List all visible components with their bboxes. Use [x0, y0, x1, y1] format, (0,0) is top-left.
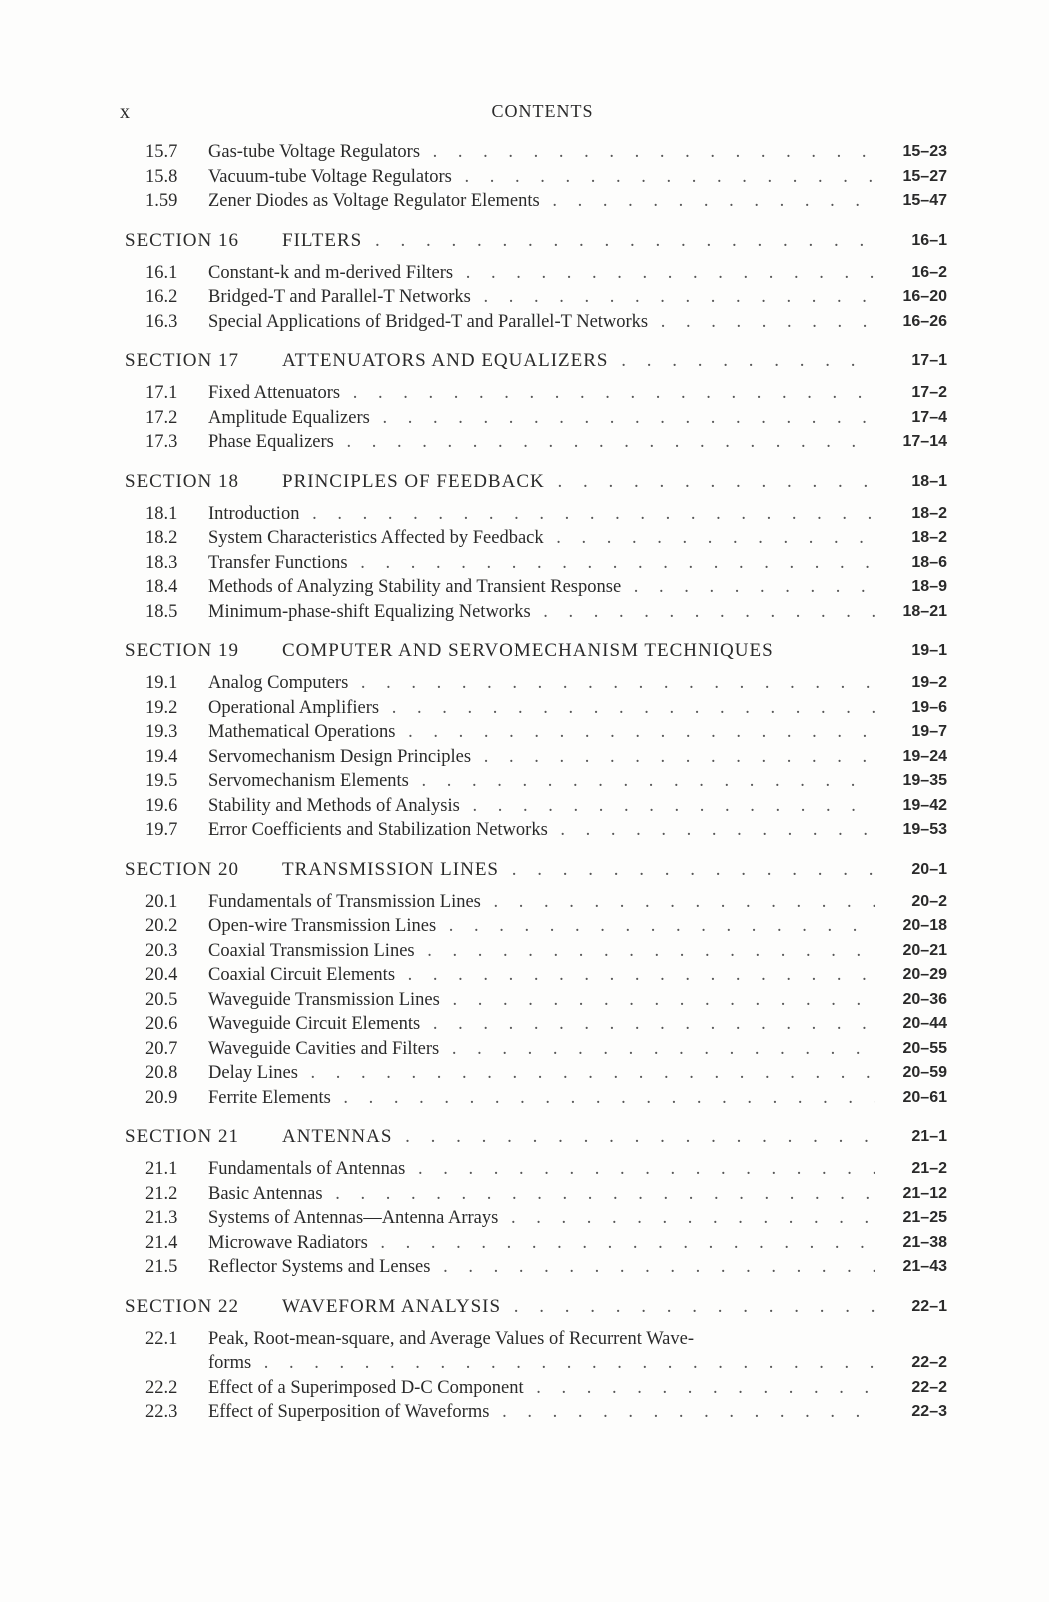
entry-page: 19–35	[902, 772, 947, 789]
page-title: CONTENTS	[491, 101, 594, 121]
toc-entry	[120, 914, 965, 939]
entry-title: Zener Diodes as Voltage Regulator Elements . . .	[208, 189, 875, 214]
section-label: SECTION 16	[125, 229, 239, 251]
entry-number: 17.2	[145, 407, 178, 428]
section-heading	[120, 468, 965, 496]
entry-number: 20.8	[145, 1063, 178, 1083]
toc-entry	[120, 1012, 965, 1037]
entry-number: 18.4	[145, 577, 178, 597]
entry-number: 17.3	[145, 432, 178, 452]
section-title: ANTENNAS . . .	[282, 1123, 875, 1151]
entry-number: 20.5	[145, 989, 178, 1010]
entry-number: 16.3	[145, 311, 178, 332]
entry-title: Special Applications of Bridged-T and Parallel-T Networks . . .	[208, 310, 875, 335]
toc-entry	[120, 1061, 965, 1086]
section-label: SECTION 17	[125, 350, 239, 371]
section-heading	[120, 1293, 965, 1321]
toc-entry	[120, 745, 965, 770]
entry-page: 18–6	[911, 553, 947, 571]
entry-title: Ferrite Elements . . .	[208, 1086, 875, 1111]
entry-title: Fundamentals of Antennas . . .	[208, 1157, 875, 1182]
entry-page: 19–42	[902, 796, 947, 814]
entry-page: 19–53	[902, 821, 947, 838]
section-label: SECTION 18	[125, 470, 239, 492]
toc-entry	[120, 1086, 965, 1111]
section-heading	[120, 637, 965, 665]
contents-list	[120, 140, 965, 1425]
entry-page: 21–25	[902, 1209, 947, 1226]
entry-page: 15–47	[902, 192, 947, 209]
entry-number: 19.7	[145, 820, 178, 840]
toc-entry	[120, 575, 965, 600]
entry-number: 21.5	[145, 1257, 178, 1277]
entry-number: 16.2	[145, 287, 178, 307]
toc-entry-continuation	[120, 1351, 965, 1376]
entry-page: 17–4	[911, 408, 947, 426]
entry-number: 19.2	[145, 697, 178, 718]
toc-entry	[120, 720, 965, 745]
entry-number: 19.4	[145, 746, 178, 767]
entry-page: 17–14	[902, 433, 947, 450]
entry-title: Operational Amplifiers . . .	[208, 696, 875, 721]
entry-title: Constant-k and m-derived Filters . . .	[208, 261, 875, 286]
entry-page: 20–59	[902, 1064, 947, 1081]
entry-number: 22.2	[145, 1377, 178, 1398]
entry-title: Bridged-T and Parallel-T Networks . . .	[208, 285, 875, 310]
entry-page: 21–2	[911, 1160, 947, 1177]
section-heading	[120, 347, 965, 375]
entry-page: 16–2	[911, 263, 947, 281]
toc-entry	[120, 1327, 965, 1352]
section-heading	[120, 227, 965, 255]
section-title: TRANSMISSION LINES . . .	[282, 856, 875, 884]
entry-title: Fixed Attenuators . . .	[208, 381, 875, 406]
entry-number: 20.1	[145, 891, 178, 912]
entry-page: 18–2	[911, 529, 947, 546]
entry-number: 21.4	[145, 1232, 178, 1253]
entry-page: 20–55	[902, 1039, 947, 1057]
entry-title: Analog Computers . . .	[208, 671, 875, 696]
section-label: SECTION 22	[125, 1295, 239, 1317]
section-title: FILTERS . . .	[282, 227, 875, 255]
entry-number: 20.7	[145, 1038, 178, 1059]
section-page: 21–1	[911, 1128, 947, 1145]
entry-number: 18.5	[145, 601, 178, 622]
entry-title: Open-wire Transmission Lines . . .	[208, 914, 875, 939]
entry-page: 20–36	[902, 990, 947, 1008]
section-page: 22–1	[911, 1297, 947, 1315]
toc-entry	[120, 189, 965, 214]
entry-number: 19.1	[145, 673, 178, 693]
entry-number: 18.3	[145, 552, 178, 573]
entry-number: 19.5	[145, 771, 178, 791]
entry-number: 18.1	[145, 503, 178, 524]
toc-entry	[120, 890, 965, 915]
toc-entry	[120, 769, 965, 794]
toc-entry	[120, 381, 965, 406]
entry-page: 16–20	[902, 288, 947, 305]
toc-entry	[120, 406, 965, 431]
section-title: PRINCIPLES OF FEEDBACK . . .	[282, 468, 875, 496]
entry-page: 18–9	[911, 578, 947, 595]
entry-page: 20–18	[902, 917, 947, 934]
entry-title: Introduction . . .	[208, 502, 875, 527]
entry-number: 19.3	[145, 722, 178, 742]
entry-title: Coaxial Circuit Elements . . .	[208, 963, 875, 988]
toc-entry	[120, 1255, 965, 1280]
toc-entry	[120, 939, 965, 964]
entry-title: Vacuum-tube Voltage Regulators . . .	[208, 165, 875, 190]
entry-page: 19–24	[902, 747, 947, 765]
entry-page: 19–2	[911, 674, 947, 691]
toc-entry	[120, 140, 965, 165]
entry-number: 19.6	[145, 795, 178, 816]
toc-entry	[120, 1400, 965, 1425]
toc-entry	[120, 261, 965, 286]
entry-page: 15–27	[902, 167, 947, 185]
toc-entry	[120, 502, 965, 527]
entry-number: 20.2	[145, 916, 178, 936]
entry-title: Methods of Analyzing Stability and Transient Response . . .	[208, 575, 875, 600]
entry-title: Servomechanism Elements . . .	[208, 769, 875, 794]
entry-page: 20–44	[902, 1015, 947, 1032]
toc-entry	[120, 963, 965, 988]
section-label: SECTION 21	[125, 1126, 239, 1147]
entry-title: Transfer Functions . . .	[208, 551, 875, 576]
entry-page: 21–12	[902, 1184, 947, 1202]
page-header	[120, 101, 965, 129]
entry-title: Amplitude Equalizers . . .	[208, 406, 875, 431]
entry-number: 22.1	[145, 1328, 178, 1349]
entry-page: 20–2	[911, 892, 947, 910]
entry-title: Error Coefficients and Stabilization Networks . . .	[208, 818, 875, 843]
entry-page: 19–6	[911, 698, 947, 716]
entry-title: Effect of Superposition of Waveforms . . .	[208, 1400, 875, 1425]
entry-title: Coaxial Transmission Lines . . .	[208, 939, 875, 964]
entry-title: Delay Lines . . .	[208, 1061, 875, 1086]
section-label: SECTION 19	[125, 640, 239, 661]
entry-title: Peak, Root-mean-square, and Average Values of Recurrent Wave-	[208, 1328, 695, 1349]
entry-page: 21–43	[902, 1258, 947, 1275]
toc-entry	[120, 818, 965, 843]
entry-title: Minimum-phase-shift Equalizing Networks . . .	[208, 600, 875, 625]
entry-number: 20.4	[145, 965, 178, 985]
entry-page: 20–21	[902, 941, 947, 959]
entry-number: 1.59	[145, 191, 178, 211]
entry-page: 21–38	[902, 1233, 947, 1251]
toc-entry	[120, 526, 965, 551]
entry-number: 20.9	[145, 1087, 178, 1108]
entry-page: 20–61	[902, 1088, 947, 1106]
section-page: 19–1	[911, 642, 947, 659]
section-page: 16–1	[911, 231, 947, 249]
section-heading	[120, 1123, 965, 1151]
toc-entry	[120, 794, 965, 819]
entry-page: 22–3	[911, 1403, 947, 1420]
entry-number: 15.7	[145, 142, 178, 162]
entry-page: 18–21	[902, 602, 947, 620]
toc-entry	[120, 600, 965, 625]
entry-number: 16.1	[145, 262, 178, 283]
entry-number: 21.1	[145, 1159, 178, 1179]
entry-number: 20.3	[145, 940, 178, 961]
entry-title: Microwave Radiators . . .	[208, 1231, 875, 1256]
entry-title: Systems of Antennas—Antenna Arrays . . .	[208, 1206, 875, 1231]
toc-entry	[120, 551, 965, 576]
entry-page: 16–26	[902, 312, 947, 330]
entry-page: 22–2	[911, 1354, 947, 1371]
toc-entry	[120, 285, 965, 310]
toc-entry	[120, 988, 965, 1013]
section-label: SECTION 20	[125, 858, 239, 880]
entry-title: Gas-tube Voltage Regulators . . .	[208, 140, 875, 165]
toc-entry	[120, 1182, 965, 1207]
entry-title: Waveguide Cavities and Filters . . .	[208, 1037, 875, 1062]
entry-title: Phase Equalizers . . .	[208, 430, 875, 455]
toc-entry	[120, 671, 965, 696]
entry-page: 20–29	[902, 966, 947, 983]
entry-page: 22–2	[911, 1378, 947, 1396]
entry-number: 17.1	[145, 383, 178, 403]
toc-entry	[120, 1037, 965, 1062]
entry-title: Stability and Methods of Analysis . . .	[208, 794, 875, 819]
toc-entry	[120, 430, 965, 455]
entry-page: 17–2	[911, 384, 947, 401]
entry-title: Basic Antennas . . .	[208, 1182, 875, 1207]
entry-page: 18–2	[911, 504, 947, 522]
toc-entry	[120, 1376, 965, 1401]
entry-number: 15.8	[145, 166, 178, 187]
entry-title: System Characteristics Affected by Feedback . . .	[208, 526, 875, 551]
entry-title: Servomechanism Design Principles . . .	[208, 745, 875, 770]
section-page: 20–1	[911, 860, 947, 878]
toc-entry	[120, 1157, 965, 1182]
entry-title: Mathematical Operations . . .	[208, 720, 875, 745]
entry-number: 21.2	[145, 1183, 178, 1204]
entry-title: Effect of a Superimposed D-C Component . . .	[208, 1376, 875, 1401]
entry-page: 19–7	[911, 723, 947, 740]
entry-title-continuation: forms . . .	[208, 1351, 875, 1376]
entry-number: 18.2	[145, 528, 178, 548]
toc-entry	[120, 310, 965, 335]
section-page: 18–1	[911, 472, 947, 490]
entry-number: 21.3	[145, 1208, 178, 1228]
toc-entry	[120, 696, 965, 721]
toc-entry	[120, 1231, 965, 1256]
section-page: 17–1	[911, 352, 947, 369]
toc-entry	[120, 165, 965, 190]
entry-number: 22.3	[145, 1402, 178, 1422]
section-heading	[120, 856, 965, 884]
page-number: x	[120, 101, 130, 123]
entry-number: 20.6	[145, 1014, 178, 1034]
section-title: COMPUTER AND SERVOMECHANISM TECHNIQUES	[282, 640, 774, 661]
section-title: WAVEFORM ANALYSIS . . .	[282, 1293, 875, 1321]
section-title: ATTENUATORS AND EQUALIZERS . . .	[282, 347, 875, 375]
entry-page: 15–23	[902, 143, 947, 160]
toc-entry	[120, 1206, 965, 1231]
entry-title: Waveguide Transmission Lines . . .	[208, 988, 875, 1013]
entry-title: Fundamentals of Transmission Lines . . .	[208, 890, 875, 915]
entry-title: Waveguide Circuit Elements . . .	[208, 1012, 875, 1037]
entry-title: Reflector Systems and Lenses . . .	[208, 1255, 875, 1280]
